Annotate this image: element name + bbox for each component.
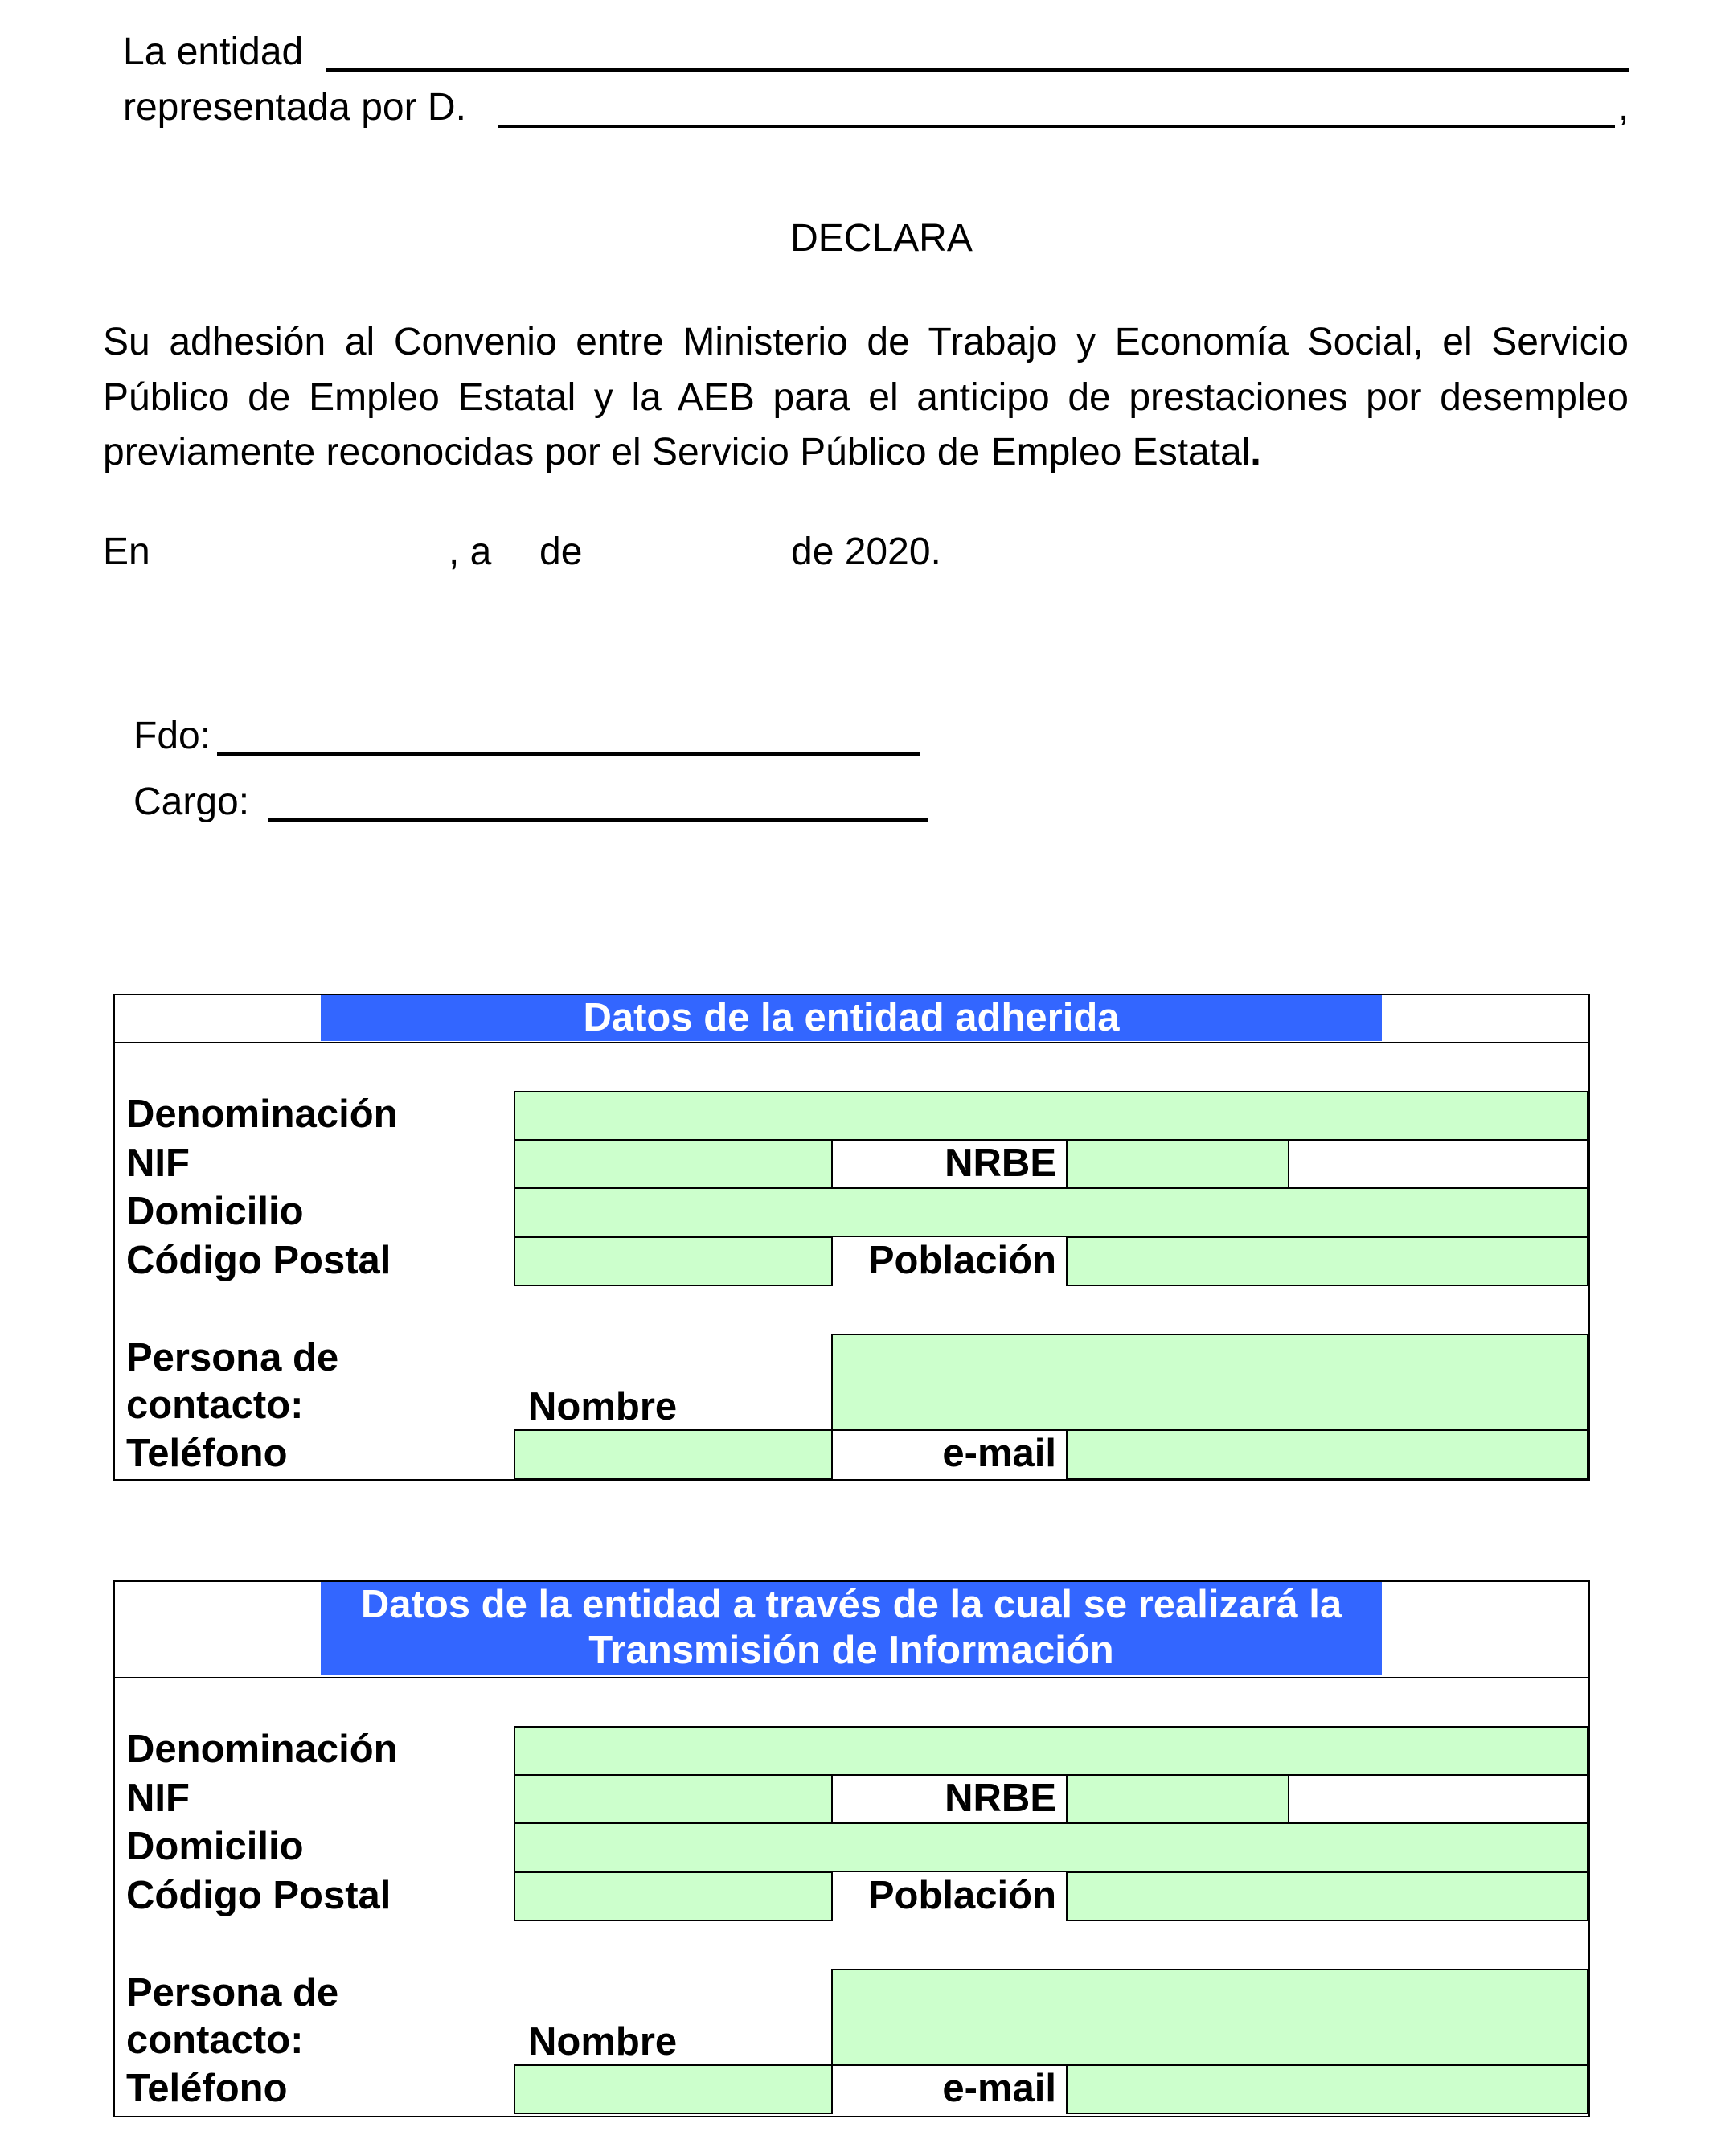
- cargo-label: Cargo:: [133, 781, 250, 823]
- s2-nrbe-extra-cell: [1288, 1774, 1588, 1824]
- header-comma: ,: [1618, 86, 1629, 129]
- s1-domicilio-label: Domicilio: [126, 1190, 304, 1233]
- paragraph-line-1: Su adhesión al Convenio entre Ministerio de Trabajo y Economía Social, el Servicio: [103, 321, 1629, 363]
- section2-title-line-1: Datos de la entidad a través de la cual se realizará la: [360, 1583, 1342, 1626]
- represented-by-label: representada por D.: [123, 86, 466, 129]
- date-a-label: , a: [449, 531, 492, 573]
- representative-name-line[interactable]: [498, 125, 1615, 128]
- s1-codigo-postal-field[interactable]: [514, 1236, 833, 1286]
- s1-nrbe-field[interactable]: [1066, 1139, 1289, 1189]
- section2-divider: [115, 1677, 1588, 1678]
- s2-codigo-postal-label: Código Postal: [126, 1874, 391, 1917]
- s1-telefono-label: Teléfono: [126, 1432, 288, 1475]
- section1-header: Datos de la entidad adherida: [321, 995, 1382, 1041]
- s1-nombre-label: Nombre: [528, 1385, 678, 1428]
- declaration-paragraph: [103, 315, 1629, 481]
- s2-persona-label: Persona de: [126, 1971, 339, 2015]
- s1-persona-label: Persona de: [126, 1336, 339, 1379]
- fdo-line[interactable]: [217, 752, 920, 756]
- s1-poblacion-label: Población: [867, 1239, 1056, 1282]
- entity-name-line[interactable]: [326, 68, 1629, 72]
- s2-contacto-label: contacto:: [126, 2019, 304, 2062]
- s2-nrbe-field[interactable]: [1066, 1774, 1289, 1824]
- s2-nif-field[interactable]: [514, 1774, 833, 1824]
- s2-domicilio-label: Domicilio: [126, 1825, 304, 1868]
- s2-poblacion-label: Población: [867, 1874, 1056, 1917]
- section2-title-line-2: Transmisión de Información: [588, 1629, 1114, 1672]
- s2-telefono-field[interactable]: [514, 2064, 833, 2114]
- entity-label: La entidad: [123, 31, 304, 73]
- s2-denominacion-label: Denominación: [126, 1728, 398, 1771]
- s1-email-label: e-mail: [942, 1432, 1056, 1475]
- s2-nombre-label: Nombre: [528, 2020, 678, 2064]
- date-year-label: de 2020.: [791, 531, 941, 573]
- s1-email-field[interactable]: [1066, 1429, 1588, 1479]
- s1-codigo-postal-label: Código Postal: [126, 1239, 391, 1282]
- s1-domicilio-field[interactable]: [514, 1187, 1588, 1237]
- date-de-label: de: [539, 531, 583, 573]
- s2-telefono-label: Teléfono: [126, 2067, 288, 2110]
- s2-email-field[interactable]: [1066, 2064, 1588, 2114]
- date-en-label: En: [103, 531, 150, 573]
- s1-telefono-field[interactable]: [514, 1429, 833, 1479]
- paragraph-line-2: Público de Empleo Estatal y la AEB para el anticipo de prestaciones por desempleo: [103, 375, 1629, 419]
- s2-codigo-postal-field[interactable]: [514, 1871, 833, 1921]
- section1-divider: [115, 1042, 1588, 1043]
- s2-nrbe-label: NRBE: [945, 1777, 1056, 1820]
- s2-poblacion-field[interactable]: [1066, 1871, 1588, 1921]
- s2-nif-label: NIF: [126, 1777, 190, 1820]
- s1-nrbe-label: NRBE: [945, 1142, 1056, 1185]
- s1-nrbe-extra-cell: [1288, 1139, 1588, 1189]
- s1-denominacion-field[interactable]: [514, 1091, 1588, 1141]
- cargo-line[interactable]: [268, 818, 928, 822]
- section2-header: [321, 1582, 1382, 1675]
- s1-nombre-field[interactable]: [831, 1334, 1588, 1431]
- s1-contacto-label: contacto:: [126, 1383, 304, 1427]
- s1-nif-label: NIF: [126, 1142, 190, 1185]
- s2-denominacion-field[interactable]: [514, 1726, 1588, 1776]
- s1-nif-field[interactable]: [514, 1139, 833, 1189]
- declara-heading: DECLARA: [790, 217, 973, 260]
- s2-domicilio-field[interactable]: [514, 1822, 1588, 1872]
- s2-nombre-field[interactable]: [831, 1969, 1588, 2066]
- paragraph-line-3: previamente reconocidas por el Servicio Público de Empleo Estatal.: [103, 431, 1261, 473]
- s1-denominacion-label: Denominación: [126, 1092, 398, 1136]
- s2-email-label: e-mail: [942, 2067, 1056, 2110]
- s1-poblacion-field[interactable]: [1066, 1236, 1588, 1286]
- fdo-label: Fdo:: [133, 715, 211, 757]
